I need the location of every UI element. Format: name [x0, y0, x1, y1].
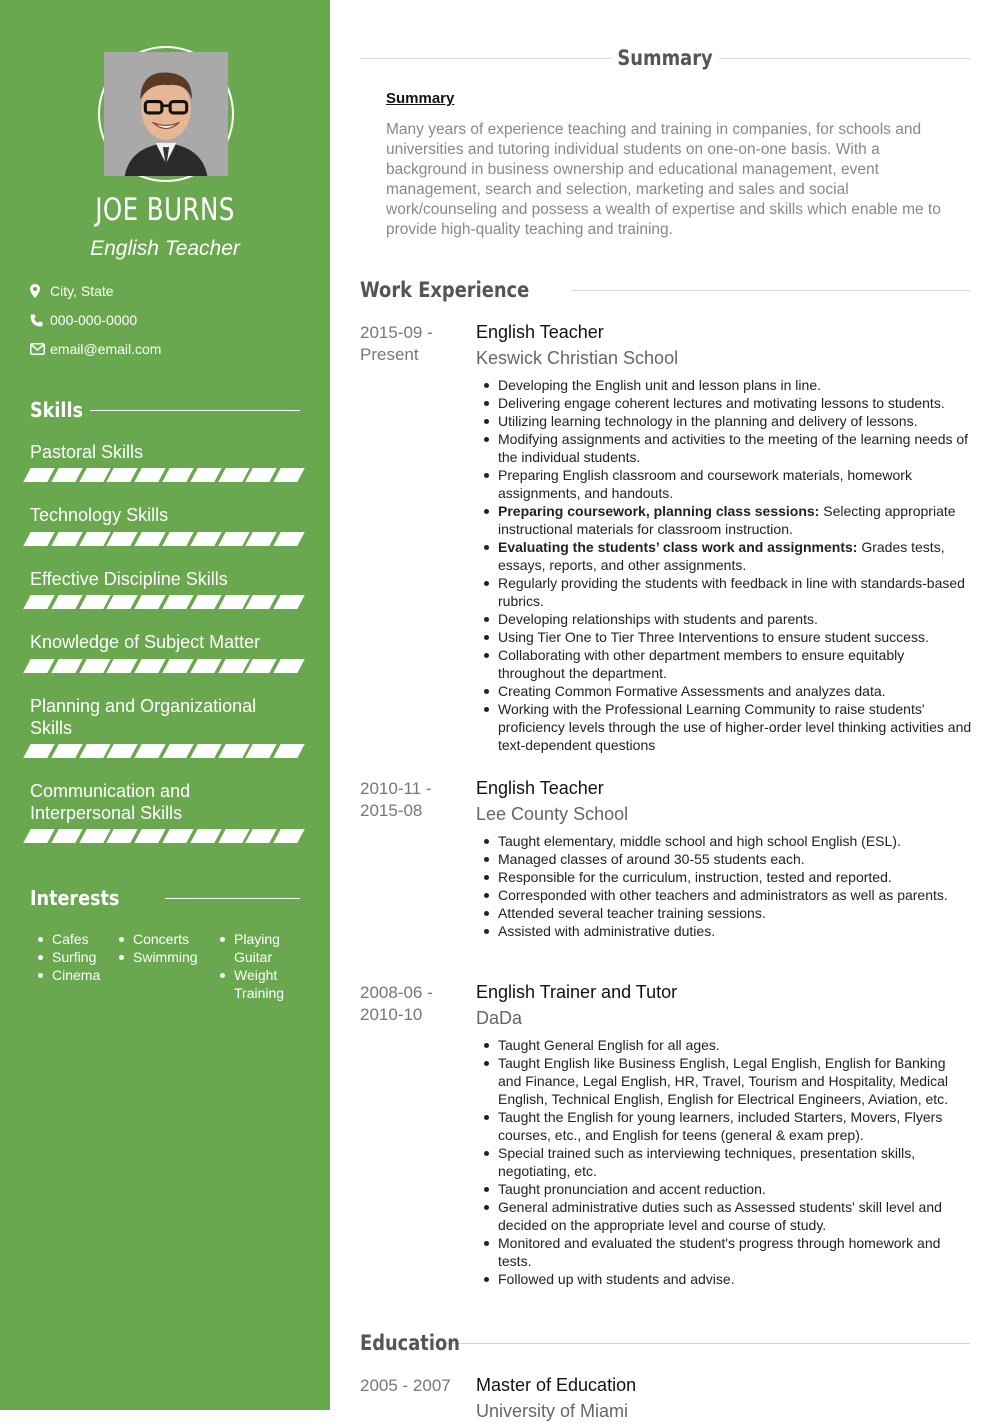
- duty-item: Attended several teacher training sessions.: [476, 904, 972, 922]
- skill-item: Effective Discipline Skills: [30, 568, 300, 590]
- skill-level-bar: [27, 468, 301, 482]
- job-title: English Teacher: [476, 778, 604, 798]
- duty-item: Delivering engage coherent lectures and motivating lessons to students.: [476, 394, 972, 412]
- duty-item: Followed up with students and advise.: [476, 1270, 972, 1288]
- summary-label: Summary: [386, 90, 455, 107]
- duty-item: Managed classes of around 30-55 students each.: [476, 850, 972, 868]
- duty-item: Corresponded with other teachers and administrators as well as parents.: [476, 886, 972, 904]
- duty-item: Taught elementary, middle school and high school English (ESL).: [476, 832, 972, 850]
- contact-location: [30, 283, 310, 299]
- duty-item: General administrative duties such as Assessed students' skill level and decided on the appropriate level and course of study.: [476, 1198, 972, 1234]
- duty-item: Modifying assignments and activities to the meeting of the learning needs of the individual students.: [476, 430, 972, 466]
- profile-photo-frame: [98, 46, 234, 182]
- duty-item: Responsible for the curriculum, instruction, tested and reported.: [476, 868, 972, 886]
- contact-email: [30, 341, 310, 357]
- email-text[interactable]: email@email.com: [50, 341, 162, 357]
- job-duties: [476, 1036, 972, 1288]
- duty-item: Developing relationships with students and parents.: [476, 610, 972, 628]
- candidate-title: English Teacher: [90, 237, 240, 260]
- duty-item: Taught English like Business English, Legal English, English for Banking and Finance, Legal English, HR, Travel, Tourism and Hospitality, Medical English, Technical English, English for Electrical Engineers, Aviation, etc.: [476, 1054, 972, 1108]
- skill-level-bar: [27, 659, 301, 673]
- interest-item: Cinema: [30, 966, 111, 984]
- job-dates: 2010-11 - 2015-08: [360, 779, 432, 820]
- school-name: University of Miami: [476, 1401, 629, 1421]
- duty-item: Using Tier One to Tier Three Interventions to ensure student success.: [476, 628, 972, 646]
- duty-item: Taught General English for all ages.: [476, 1036, 972, 1054]
- duty-item: Assisted with administrative duties.: [476, 922, 972, 940]
- interests-list: [30, 930, 310, 1002]
- person-avatar-icon: [104, 52, 228, 176]
- work-experience-heading: Work Experience: [360, 278, 970, 302]
- job-company: Keswick Christian School: [476, 348, 679, 368]
- phone-icon: [30, 314, 48, 327]
- duty-item: Preparing English classroom and coursework materials, homework assignments, and handouts.: [476, 466, 972, 502]
- candidate-name: JOE BURNS: [95, 192, 235, 228]
- duty-item: Regularly providing the students with feedback in line with standards-based rubrics.: [476, 574, 972, 610]
- summary-heading: Summary: [360, 46, 970, 70]
- duty-item: Utilizing learning technology in the planning and delivery of lessons.: [476, 412, 972, 430]
- skills-heading: Skills: [30, 398, 300, 422]
- job-dates: 2008-06 - 2010-10: [360, 983, 433, 1024]
- duty-item: Developing the English unit and lesson plans in line.: [476, 376, 972, 394]
- map-pin-icon: [30, 284, 48, 298]
- duty-item: Collaborating with other department members to ensure equitably throughout the department.: [476, 646, 972, 682]
- skill-level-bar: [27, 532, 301, 546]
- duty-item: Special trained such as interviewing techniques, presentation skills, negotiating, etc.: [476, 1144, 972, 1180]
- interest-item: Surfing: [30, 948, 111, 966]
- interests-heading: Interests: [30, 886, 300, 910]
- skill-item: Knowledge of Subject Matter: [30, 631, 300, 653]
- duty-item: Taught the English for young learners, included Starters, Movers, Flyers courses, etc., and English for teens (general & exam prep).: [476, 1108, 972, 1144]
- summary-text: Many years of experience teaching and training in companies, for schools and universities and tutoring individual students on one-on-one basis. With a background in business ownership and educational management, event management, search and selection, marketing and sales and social work/counseling and possess a wealth of expertise and skills which enable me to provide high-quality teaching and training.: [386, 121, 941, 238]
- skill-item: Communication and Interpersonal Skills: [30, 780, 300, 824]
- job-duties: [476, 376, 972, 754]
- job-title: English Trainer and Tutor: [476, 982, 678, 1002]
- location-text: City, State: [50, 283, 114, 299]
- job-duties: [476, 832, 972, 940]
- job-title: English Teacher: [476, 322, 604, 342]
- phone-text: 000-000-0000: [50, 312, 138, 328]
- skill-item: Pastoral Skills: [30, 441, 300, 463]
- duty-item: Monitored and evaluated the student's progress through homework and tests.: [476, 1234, 972, 1270]
- skill-item: Planning and Organizational Skills: [30, 695, 300, 739]
- duty-item: Taught pronunciation and accent reduction.: [476, 1180, 972, 1198]
- job-dates: 2015-09 - Present: [360, 323, 433, 364]
- interest-item: Concerts: [111, 930, 212, 948]
- duty-item: Evaluating the students’ class work and assignments: Grades tests, essays, reports, and other assignments.: [476, 538, 972, 574]
- skill-level-bar: [27, 744, 301, 758]
- contact-phone: [30, 312, 310, 328]
- skill-level-bar: [27, 595, 301, 609]
- skill-level-bar: [27, 829, 301, 843]
- sidebar: [0, 0, 330, 1410]
- interest-item: Swimming: [111, 948, 212, 966]
- degree-title: Master of Education: [476, 1375, 637, 1395]
- education-heading: Education: [360, 1331, 970, 1355]
- duty-item: Preparing coursework, planning class sessions: Selecting appropriate instructional materials for classroom instruction.: [476, 502, 972, 538]
- duty-item: Working with the Professional Learning Community to raise students' proficiency levels through the use of higher-order level thinking activities and text-dependent questions: [476, 700, 972, 754]
- interest-item: Cafes: [30, 930, 111, 948]
- interest-item: Playing Guitar: [212, 930, 300, 966]
- job-company: Lee County School: [476, 804, 629, 824]
- envelope-icon: [30, 343, 48, 355]
- duty-item: Creating Common Formative Assessments and analyzes data.: [476, 682, 972, 700]
- profile-photo: [104, 52, 228, 176]
- interest-item: Weight Training: [212, 966, 300, 1002]
- job-company: DaDa: [476, 1008, 523, 1028]
- skill-item: Technology Skills: [30, 504, 300, 526]
- education-dates: 2005 - 2007: [360, 1376, 451, 1395]
